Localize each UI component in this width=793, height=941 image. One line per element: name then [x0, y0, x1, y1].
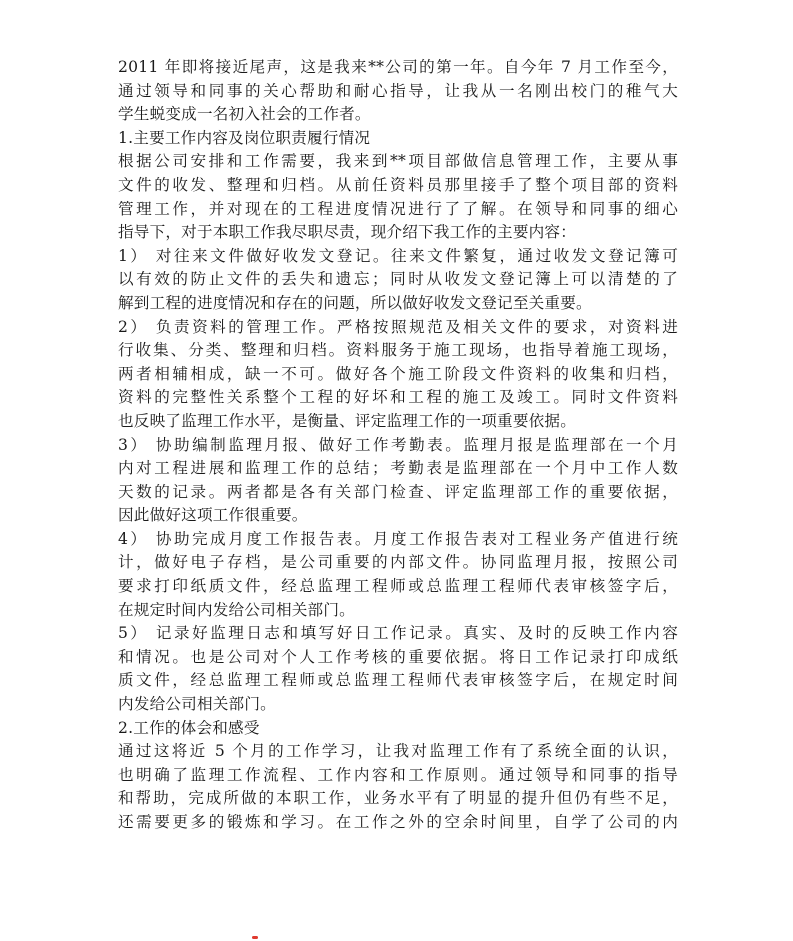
text-line: 内发给公司相关部门。 [118, 695, 276, 714]
text-line: 管理工作，并对现在的工程进度情况进行了了解。在领导和同事的细心 [118, 199, 678, 218]
list-item-1-line: 1） 对往来文件做好收发文登记。往来文件繁复，通过收发文登记簿可 [118, 246, 678, 265]
list-item-3-line: 3） 协助编制监理月报、做好工作考勤表。监理月报是监理部在一个月 [118, 435, 678, 454]
text-line: 内对工程进展和监理工作的总结；考勤表是监理部在一个月中工作人数 [118, 459, 678, 478]
document-page [118, 56, 678, 835]
text-line: 解到工程的进度情况和存在的问题，所以做好收发文登记至关重要。 [118, 293, 592, 312]
text-line: 行收集、分类、整理和归档。资料服务于施工现场，也指导着施工现场， [118, 341, 678, 360]
section-heading-2: 2.工作的体会和感受 [118, 718, 260, 737]
text-line: 还需要更多的锻炼和学习。在工作之外的空余时间里，自学了公司的内 [118, 813, 678, 831]
text-line: 质文件，经总监理工程师或总监理工程师代表审核签字后，在规定时间 [118, 671, 678, 690]
text-line: 2011 年即将接近尾声，这是我来**公司的第一年。自今年 7 月工作至今， [118, 58, 678, 76]
text-line: 也明确了监理工作流程、工作内容和工作原则。通过领导和同事的指导 [118, 765, 678, 784]
list-item-5-line: 5） 记录好监理日志和填写好日工作记录。真实、及时的反映工作内容 [118, 624, 678, 643]
text-line: 和情况。也是公司对个人工作考核的重要依据。将日工作记录打印成纸 [118, 647, 678, 666]
text-line: 要求打印纸质文件，经总监理工程师或总监理工程师代表审核签字后， [118, 577, 678, 596]
red-mark-fragment [252, 936, 258, 939]
text-line: 资料的完整性关系整个工程的好坏和工程的施工及竣工。同时文件资料 [118, 388, 678, 407]
text-line: 也反映了监理工作水平，是衡量、评定监理工作的一项重要依据。 [118, 411, 577, 430]
text-line: 计，做好电子存档，是公司重要的内部文件。协同监理月报，按照公司 [118, 553, 678, 572]
text-line: 在规定时间内发给公司相关部门。 [118, 600, 355, 619]
text-line: 通过这将近 5 个月的工作学习，让我对监理工作有了系统全面的认识， [118, 742, 678, 761]
text-line: 因此做好这项工作很重要。 [118, 506, 308, 525]
text-line: 以有效的防止文件的丢失和遗忘；同时从收发文登记簿上可以清楚的了 [118, 270, 678, 289]
text-line: 学生蜕变成一名初入社会的工作者。 [118, 105, 371, 124]
list-item-2-line: 2） 负责资料的管理工作。严格按照规范及相关文件的要求，对资料进 [118, 317, 678, 336]
text-line: 和帮助，完成所做的本职工作，业务水平有了明显的提升但仍有些不足， [118, 789, 678, 808]
section-heading-1: 1.主要工作内容及岗位职责履行情况 [118, 128, 371, 147]
text-line: 天数的记录。两者都是各有关部门检查、评定监理部工作的重要依据， [118, 482, 678, 501]
text-line: 指导下，对于本职工作我尽职尽责，现介绍下我工作的主要内容： [118, 223, 577, 242]
text-line: 文件的收发、整理和归档。从前任资料员那里接手了整个项目部的资料 [118, 175, 678, 194]
list-item-4-line: 4） 协助完成月度工作报告表。月度工作报告表对工程业务产值进行统 [118, 529, 678, 548]
text-line: 通过领导和同事的关心帮助和耐心指导，让我从一名刚出校门的稚气大 [118, 81, 678, 100]
text-line: 两者相辅相成，缺一不可。做好各个施工阶段文件资料的收集和归档， [118, 364, 678, 383]
text-line: 根据公司安排和工作需要，我来到**项目部做信息管理工作，主要从事 [118, 152, 678, 171]
